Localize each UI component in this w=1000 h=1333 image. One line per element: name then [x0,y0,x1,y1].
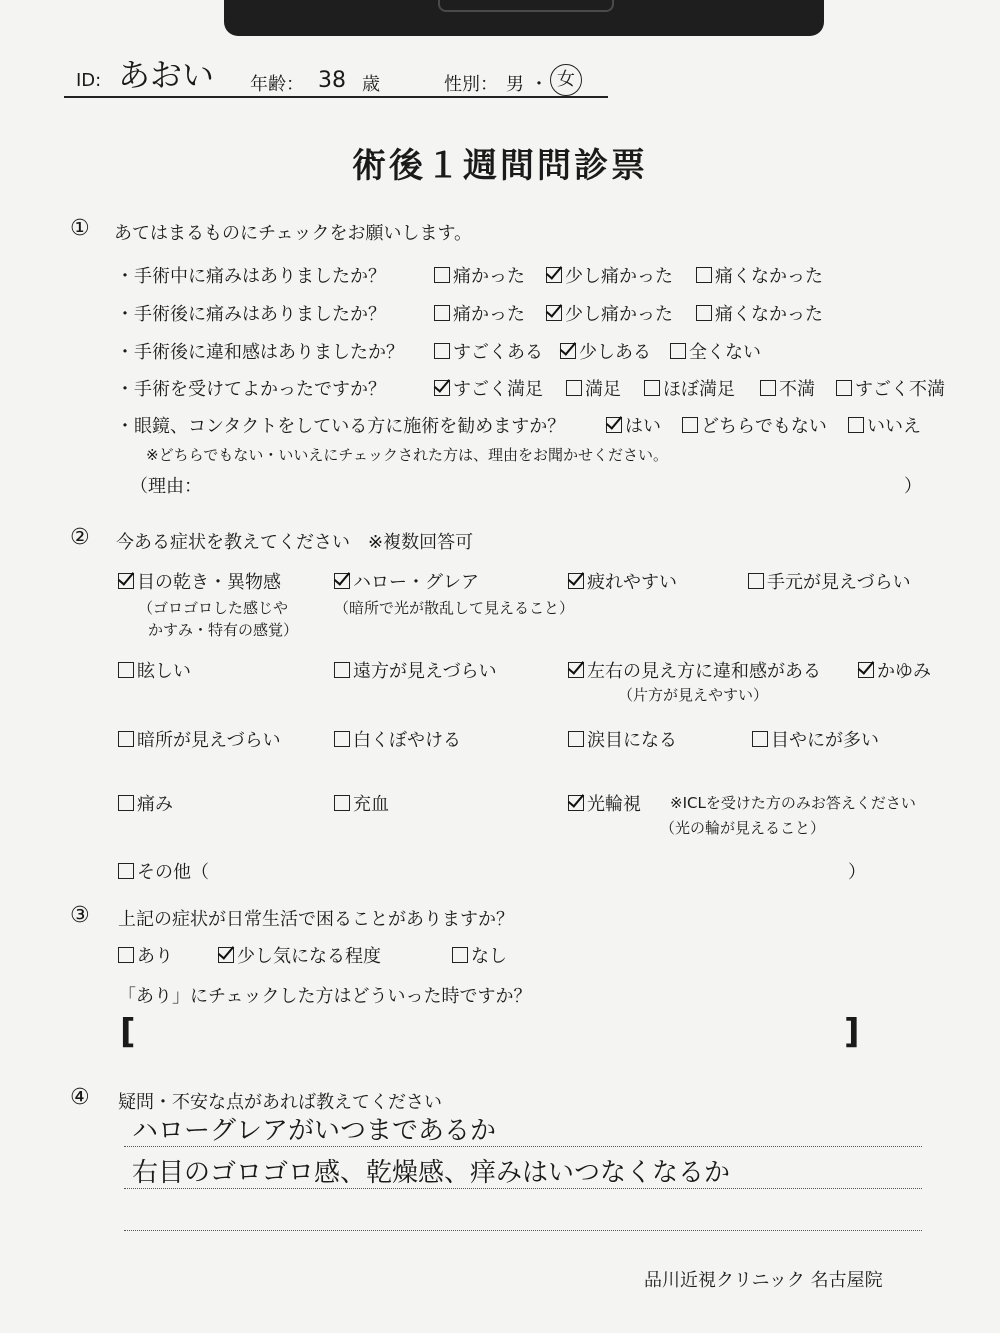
q2-symptom[interactable] [118,790,173,816]
q4-dotted-line-1 [124,1146,922,1147]
q1-option-label: いいえ [867,416,921,437]
q2-symptom-checkbox[interactable] [118,662,134,678]
q3-option-checkbox[interactable] [452,947,468,963]
sex-female-circled: 女 [550,64,582,96]
q2-symptom-note: （光の輪が見えること） [660,819,826,837]
q2-symptom-label: 遠方が見えづらい [353,661,497,682]
q2-symptom-checkbox[interactable] [334,573,350,589]
q2-symptom-label: 疲れやすい [587,572,677,593]
q2-symptom-label: 暗所が見えづらい [137,730,281,751]
q1-option[interactable] [696,300,823,326]
q1-option[interactable] [760,375,815,401]
q1-option-label: 少し痛かった [565,304,673,325]
q2-symptom-note: （暗所で光が散乱して見えること） [334,599,575,617]
q1-option[interactable] [682,412,827,438]
q2-number: ② [70,525,90,550]
q2-symptom-label: 白くぼやける [353,730,461,751]
q1-option-label: 不満 [779,379,815,400]
q1-option-checkbox[interactable] [546,305,562,321]
q2-symptom[interactable] [568,726,677,752]
q3-bracket-open: [ [120,1012,136,1052]
q2-symptom-checkbox[interactable] [748,573,764,589]
q1-option[interactable] [848,412,921,438]
q2-symptom-checkbox[interactable] [334,795,350,811]
q1-option-label: すごくある [453,342,543,363]
q3-follow-up: 「あり」にチェックした方はどういった時ですか？ [118,986,532,1007]
q1-option-label: すごく満足 [453,379,543,400]
q1-option[interactable] [566,375,621,401]
q2-symptom-checkbox[interactable] [118,573,134,589]
q2-symptom-checkbox[interactable] [568,573,584,589]
q3-option[interactable] [218,942,381,968]
q1-option-checkbox[interactable] [682,417,698,433]
q1-option[interactable] [836,375,945,401]
q2-symptom[interactable] [118,726,281,752]
q1-option[interactable] [670,338,761,364]
q1-question: ・手術中に痛みはありましたか？ [116,266,386,287]
q3-option-label: あり [137,946,173,967]
q1-option-checkbox[interactable] [760,380,776,396]
q2-symptom-checkbox[interactable] [334,731,350,747]
q2-symptom[interactable] [118,657,191,683]
q2-symptom-checkbox[interactable] [118,795,134,811]
q2-symptom[interactable] [334,726,461,752]
q1-option-label: はい [625,416,661,437]
q1-option-label: すごく不満 [855,379,945,400]
clipboard-clip [224,0,824,36]
q2-symptom-label: 眩しい [137,661,191,682]
q1-option-checkbox[interactable] [434,380,450,396]
q1-reason-close: ） [904,476,922,497]
q2-symptom-checkbox[interactable] [568,731,584,747]
q1-option[interactable] [606,412,661,438]
q2-symptom-checkbox[interactable] [858,662,874,678]
q3-option-checkbox[interactable] [218,947,234,963]
sex-male-option[interactable]: 男 [506,74,524,95]
q2-symptom[interactable] [568,568,677,594]
q4-answer-line-2[interactable]: 右目のゴロゴロ感、乾燥感、痒みはいつなくなるか [132,1158,731,1188]
q3-bracket-close: ] [844,1012,860,1052]
q1-option-label: 全くない [689,342,761,363]
age-label: 年齢： [250,74,304,95]
sex-separator: ・ [530,74,548,95]
q2-symptom-label: 目やにが多い [771,730,879,751]
clip-slot [438,0,614,12]
q4-number: ④ [70,1085,90,1110]
q2-symptom[interactable] [752,726,879,752]
q1-option-label: 痛くなかった [715,304,823,325]
sex-female-option[interactable] [550,64,582,96]
q1-option[interactable] [696,262,823,288]
q1-note: ※どちらでもない・いいえにチェックされた方は、理由をお聞かせください。 [146,446,668,464]
q3-option-checkbox[interactable] [118,947,134,963]
q2-symptom[interactable] [748,568,911,594]
q2-symptom-checkbox[interactable] [752,731,768,747]
q1-option[interactable] [644,375,735,401]
q1-option[interactable] [560,338,651,364]
q1-option-checkbox[interactable] [434,267,450,283]
q1-option-checkbox[interactable] [546,267,562,283]
q2-symptom-note: （ゴロゴロした感じや [138,599,289,617]
q2-symptom-label: かゆみ [877,661,931,682]
q1-option-label: 少しある [579,342,651,363]
q1-option[interactable] [546,262,673,288]
q2-symptom[interactable] [568,657,821,683]
q1-option-checkbox[interactable] [696,305,712,321]
q4-answer-line-1[interactable]: ハローグレアがいつまであるか [132,1116,497,1146]
q1-question: ・手術後に違和感はありましたか？ [116,342,404,363]
q2-other-close: ） [848,862,866,883]
q1-number: ① [70,216,90,241]
q4-heading: 疑問・不安な点があれば教えてください [118,1092,442,1113]
q3-option[interactable] [118,942,173,968]
q1-option-checkbox[interactable] [434,343,450,359]
q2-symptom-label: 左右の見え方に違和感がある [587,661,821,682]
sex-label: 性別： [444,74,498,95]
q2-symptom[interactable] [334,790,389,816]
q3-option[interactable] [452,942,507,968]
q2-symptom-label: 手元が見えづらい [767,572,911,593]
header-underline [64,96,608,98]
q1-option-checkbox[interactable] [848,417,864,433]
q1-option[interactable] [434,375,543,401]
q1-option[interactable] [434,300,525,326]
q1-option-label: 満足 [585,379,621,400]
q2-symptom-label: 痛み [137,794,173,815]
q4-dotted-line-3 [124,1230,922,1231]
q2-symptom[interactable] [334,657,497,683]
q3-heading: 上記の症状が日常生活で困ることがありますか？ [118,909,514,930]
q1-option-label: どちらでもない [701,416,827,437]
q2-symptom-note: かすみ・特有の感覚） [148,621,299,639]
page-title: 術後１週間問診票 [352,146,648,186]
q2-symptom-note: （片方が見えやすい） [618,686,769,704]
age-unit: 歳 [362,74,380,95]
q2-symptom-label: 光輪視 [587,794,641,815]
q2-symptom[interactable] [858,657,931,683]
q4-dotted-line-2 [124,1188,922,1189]
q1-option-checkbox[interactable] [560,343,576,359]
q1-reason-label: （理由： [130,476,202,497]
q1-option[interactable] [434,338,543,364]
q1-question: ・手術後に痛みはありましたか？ [116,304,386,325]
clinic-name: 品川近視クリニック 名古屋院 [644,1270,883,1291]
q2-symptom-checkbox[interactable] [334,662,350,678]
q1-option-checkbox[interactable] [434,305,450,321]
q1-heading: あてはまるものにチェックをお願いします。 [114,223,473,244]
q2-symptom-label: 目の乾き・異物感 [137,572,281,593]
q2-other-label: その他（ [137,862,209,883]
q2-heading: 今ある症状を教えてください ※複数回答可 [116,532,474,553]
q1-option-checkbox[interactable] [836,380,852,396]
q2-symptom-label: ハロー・グレア [353,572,479,593]
q2-symptom-checkbox[interactable] [118,731,134,747]
q3-option-label: なし [471,946,507,967]
q2-symptom[interactable] [334,568,479,594]
q1-option-label: 痛かった [453,266,525,287]
age-value[interactable]: 38 [318,68,346,93]
q1-option-label: 痛かった [453,304,525,325]
q1-option-checkbox[interactable] [644,380,660,396]
id-label: ID: [76,70,102,91]
q1-question: ・眼鏡、コンタクトをしている方に施術を勧めますか？ [116,416,566,437]
q3-option-label: 少し気になる程度 [237,946,381,967]
q1-question: ・手術を受けてよかったですか？ [116,379,386,400]
q1-option-label: 少し痛かった [565,266,673,287]
q1-option[interactable] [434,262,525,288]
q1-option-checkbox[interactable] [696,267,712,283]
q2-symptom-checkbox[interactable] [568,795,584,811]
q2-other-option[interactable] [118,858,209,884]
q2-icl-note: ※ICLを受けた方のみお答えください [670,794,916,812]
id-value[interactable]: あおい [118,56,215,94]
q1-option-checkbox[interactable] [566,380,582,396]
q1-option[interactable] [546,300,673,326]
q3-number: ③ [70,903,90,928]
q2-symptom-label: 充血 [353,794,389,815]
q2-symptom-label: 涙目になる [587,730,677,751]
q2-symptom[interactable] [568,790,641,816]
q1-option-label: 痛くなかった [715,266,823,287]
q2-symptom[interactable] [118,568,281,594]
q1-option-checkbox[interactable] [606,417,622,433]
q2-other-checkbox[interactable] [118,863,134,879]
q2-symptom-checkbox[interactable] [568,662,584,678]
q1-option-checkbox[interactable] [670,343,686,359]
q1-option-label: ほぼ満足 [663,379,735,400]
